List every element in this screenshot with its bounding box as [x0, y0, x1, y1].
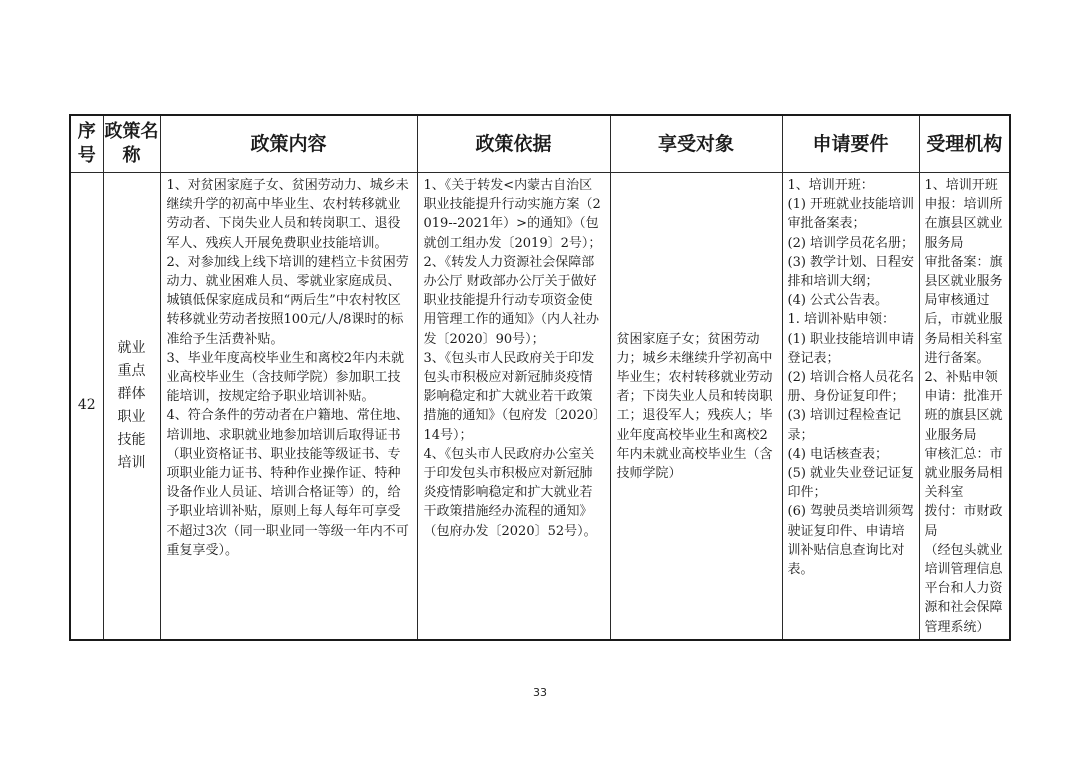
- requirements-text: 1、培训开班： (1) 开班就业技能培训审批备案表； (2) 培训学员花名册； (3) 教学计划、日程安排和培训大纲； (4) 公式公告表。 1. 培训补贴申领： (1) 职业技能培训申请登记表； (2) 培训合格人员花名册、身份证复印件； (3) 培训过程检查记录； (4) 电话核查表； (5) 就业失业登记证复印件； (6) 驾驶员类培训须驾驶证复印件、申请培训补贴信息查询比对表。: [787, 178, 915, 578]
- cell-beneficiaries: [610, 173, 782, 640]
- table-header-row: [70, 115, 1010, 173]
- policy-basis-text: 1、《关于转发<内蒙古自治区职业技能提升行动实施方案（2019--2021年）>的通知》（包就创工组办发〔2019〕2号）； 2、《转发人力资源社会保障部办公厅 财政部办公厅关于做好职业技能提升行动专项资金使用管理工作的通知》（内人社办发〔2020〕90号）； 3、《包头市人民政府关于印发包头市积极应对新冠肺炎疫情影响稳定和扩大就业若干政策措施的通知》（包府发〔2020〕14号）； 4、《包头市人民政府办公室关于印发包头市积极应对新冠肺炎疫情影响稳定和扩大就业若干政策措施经办流程的通知》（包府办发〔2020〕52号）。: [423, 178, 602, 539]
- header-policy-content: 政策内容: [160, 115, 417, 173]
- policy-table: [69, 114, 1011, 641]
- header-policy-basis: 政策依据: [417, 115, 610, 173]
- beneficiaries-text: 贫困家庭子女；贫困劳动力；城乡未继续升学初高中毕业生；农村转移就业劳动者；下岗失业人员和转岗职工；退役军人；残疾人；毕业年度高校毕业生和离校2年内未就业高校毕业生（含技师学院）: [616, 331, 773, 482]
- header-seq: 序号: [70, 115, 103, 173]
- cell-policy-name: [103, 173, 160, 640]
- page-number: 33: [533, 686, 547, 699]
- cell-application-requirements: [782, 173, 919, 640]
- header-application-requirements: 申请要件: [782, 115, 919, 173]
- cell-policy-basis: [417, 173, 610, 640]
- header-handling-agency: 受理机构: [919, 115, 1010, 173]
- cell-seq: 42: [70, 173, 103, 640]
- policy-content-text: 1、对贫困家庭子女、贫困劳动力、城乡未继续升学的初高中毕业生、农村转移就业劳动者、下岗失业人员和转岗职工、退役军人、残疾人开展免费职业技能培训。 2、对参加线上线下培训的建档立卡贫困劳动力、就业困难人员、零就业家庭成员、城镇低保家庭成员和“两后生”中农村牧区转移就业劳动者按照100元/人/8课时的标准给予生活费补贴。 3、毕业年度高校毕业生和离校2年内未就业高校毕业生（含技师学院）参加职工技能培训，按规定给予职业培训补贴。 4、符合条件的劳动者在户籍地、常住地、培训地、求职就业地参加培训后取得证书（职业资格证书、职业技能等级证书、专项职业能力证书、特种作业操作证、特种设备作业人员证、培训合格证等）的，给予职业培训补贴，原则上每人每年可享受不超过3次（同一职业同一等级一年内不可重复享受）。: [166, 178, 409, 558]
- table-row: [70, 173, 1010, 640]
- policy-name-text: 就业重点群体职业技能培训: [117, 339, 146, 471]
- header-beneficiaries: 享受对象: [610, 115, 782, 173]
- cell-policy-content: [160, 173, 417, 640]
- header-policy-name: 政策名称: [103, 115, 160, 173]
- agency-text: 1、培训开班申报：培训所在旗县区就业服务局 审批备案：旗县区就业服务局审核通过后，市就业服务局相关科室进行备案。 2、补贴申领 申请：批准开班的旗县区就业服务局 审核汇总：市就业服务局相关科室 拨付：市财政局 （经包头就业培训管理信息平台和人力资源和社会保障管理系统）: [924, 178, 1003, 635]
- cell-handling-agency: [919, 173, 1010, 640]
